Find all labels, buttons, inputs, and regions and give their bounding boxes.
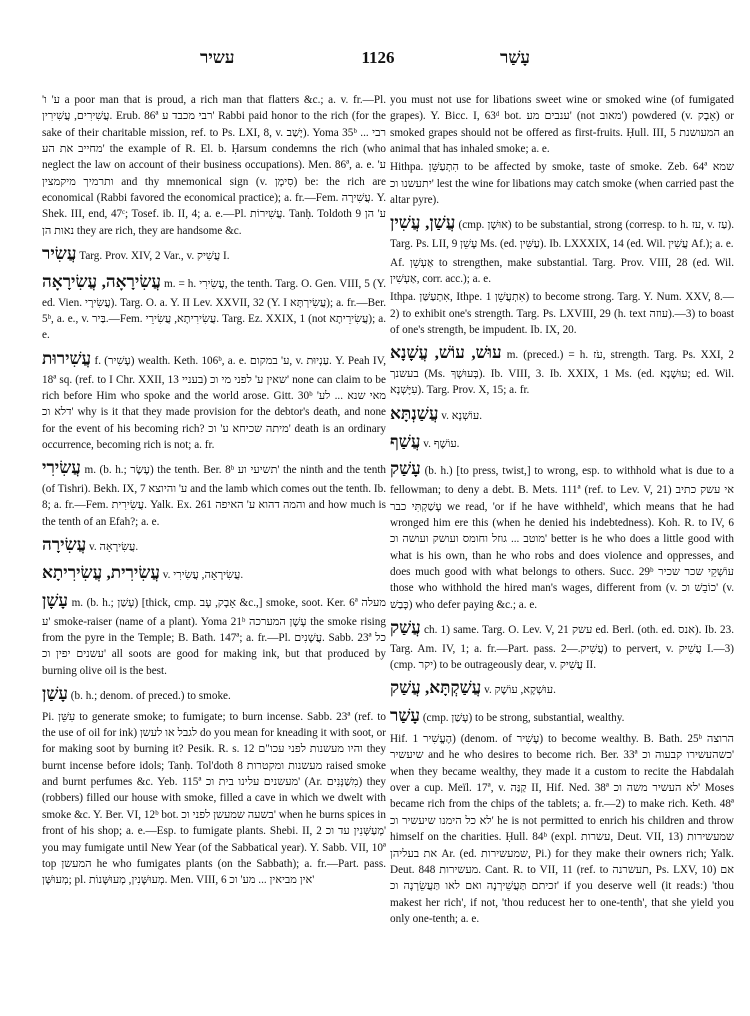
entry-paragraph <box>390 92 734 157</box>
entry-text: ch. 1) same. Targ. O. Lev. V, 21 עשק ed. Berl. (oth. ed. אנס). Ib. 23. Targ. Am. IV, 1; a. fr.—Part. pass. עֲשִׁיק.—2) to pervert, v. עֲשִׁיק I.—3) (cmp. יקר) to be outrageously dear, v. עֲשִׁיק II. <box>390 623 734 672</box>
dictionary-entry <box>42 242 386 267</box>
left-column <box>42 92 386 997</box>
entry-headword: עֲשַׁף <box>390 431 421 451</box>
entry-text: Targ. Prov. XIV, 2 Var., v. עֲשִׁיק I. <box>79 250 230 263</box>
dictionary-entry <box>390 341 734 399</box>
running-head-left: עשיר <box>200 48 235 67</box>
entry-text: Hif. הֶעֱשִׁיר 1) (denom. of עָשִׁיר) to become wealthy. B. Bath. 25ᵇ הרוצה שיעשיר and he who desires to become rich. Ber. 33ª כשהעשירו קבעוה וכ' when they became wealthy, they made it a custom to recite the Habdalah over a cup. Meïl. 17ª, v. קַנַּה II, Hif. Ned. 38ª לא העשיר משה וכ' Moses became rich from the chips of the tablets; a. fr.—2) to make rich. Keth. 48ª לא כל הימנו שיעשיר וכ' he is not permitted to enrich his children and throw himself on the charities. Ḥull. 84ᵇ (expl. עשרות, Deut. VII, 13) שמעשירות את בעליהן Ar. (ed. שמעשירות, Pi.) for they make their owners rich; Yalk. Deut. 848 מעשירות. Cant. R. to VII, 11 (ref. to תעשרנה, Ps. LXV, 10) אם זכיתם תַּעֲשֵׁירְנָה ואם לאו תַּעֲשֵׂרְנָה וכ' if you deserve well (it reads:) 'thou makest her rich', if not, 'thou reducest her to one-tenth', that she yield you only one-tenth; a. e. <box>390 733 734 925</box>
entry-text: v. עֲשִׂירָאָה, עֲשִׂירִי. <box>162 568 244 581</box>
entry-paragraph <box>42 92 386 239</box>
entry-headword: עֲשִׂירָה <box>42 535 87 555</box>
entry-paragraph <box>42 709 386 889</box>
entry-text: Af. אַעְשֵׁן to strengthen, make substantial. Targ. Prov. VIII, 28 (ed. Wil. אַעְשִׁין, corr. acc.); a. e. <box>390 256 734 285</box>
entry-headword: עָשַׁר <box>390 706 421 726</box>
dictionary-entry <box>42 456 386 530</box>
entry-text: (b. h.) [to press, twist,] to wrong, esp. to withhold what is due to a fellowman; to deny a debt. B. Mets. 111ª (ref. to Lev. V, 21) אי עשק כתיב עָשַׁקְתִּי כבר we read, 'or if he have withheld', which means that he had wronged him ere this (when he denied his indebtedness). Koh. R. to IV, 6 מוטב ... גוזל וחומס ועושק ועושה וכ' better is he who does a little good with what is his own, than he who robs and does violence and oppresses, and does much good with what belongs to others. Succ. 29ᵇ עוֹשְׁקֵי שכר שכיר those who withhold the hired man's wages, different from (v. כוֹבֵשׁ וכ' (v. כָּבַשׁ) who defer paying &c.; a. e. <box>390 465 734 611</box>
entry-headword: עֲשַׁן, עֲשִׁין <box>390 213 456 233</box>
entry-text: Pi. עִשֵּׁן to generate smoke; to fumigate; to burn incense. Sabb. 23ª (ref. to the use of oil for ink) לגבל או לעשן do you mean for kneading it with soot, or for making soot by burning it? Pesik. R. s. 12 והיו מעשנות לפני עכו"ם they burnt incense before idols; Tanḥ. Tol'doth 8 מעשנות ומקטרות raised smoke and burnt perfumes &c. Yeb. 115ª מעשנים עלינו בית וכ' (Ar. מִשַׁנְּנִים) they (robbers) filled our house with smoke, filled a cave in which we dwelt with smoke &c. Y. Ber. VI, 12ᵇ bot. בשעה שמעשן לפני וכ' when he burns spices in front of his shop; a. e.—Esp. to fumigate plants. Shebi. II, 2 מְעַשְּׁנִין עד וכ' you may fumigate until New Year (of the Sabbatical year). Y. Sabb. VII, 10ª top המעשן he who fumigates plants (on the Sabbath); a. fr.—Part. pass. מְעוּשָּׁן; pl. מְעוּשָּׁנִין, מְעוּשָּׁנוֹת. Men. VIII, 6 אין מביאין ... מע' וכ' <box>42 710 386 887</box>
entry-headword: עֲשִׂיר <box>42 244 77 264</box>
entry-headword: עֲשִׂירִי <box>42 458 81 478</box>
entry-headword: עָשָׁן <box>42 590 68 610</box>
entry-text: 'ע' ו a poor man that is proud, a rich man that flatters &c.; a. v. fr.—Pl. עֲשִׁירִים, עֲשִׁירִין. Erub. 86ª רבי מכבד ע' Rabbi paid honor to the rich (for the sake of their charitable mission, ref. to Ps. LXI, 8, v. יָשַׁב). Yoma 35ᵇ רבי ... מחייב את הע' the example of R. El. b. Ḥarsum condemns the rich (who neglect the law on account of their business occupations). Men. 86ª, a. e. ע' ותרמיך מיקמצין and thy mnemonical sign (v. סִימָן) be: the rich are economical (Rabbi favored the economical practice); a. fr.—Fem. עֲשִׁירָה. Y. Shek. III, end, 47ᶜ; Tosef. ib. II, 4; a. e.—Pl. עֲשִׁירוֹת. Tanḥ. Toldoth 9 ע' הן נאות הן they are rich, they are handsome &c. <box>42 94 386 237</box>
entry-headword: עֲשַׁקְתָּא, עֲשַׁק <box>390 678 482 698</box>
dictionary-entry <box>42 347 386 454</box>
page-header <box>0 48 750 72</box>
entry-text: you must not use for libations sweet wine or smoked wine (of fumigated grapes). Y. Bicc. I, 63ᵈ bot. ענבים מע' (not מאוב') powdered (v. אָבָק) or smoked grapes should not be offered as first-fruits. Ḥull. III, 5 המעושנת an animal that has inhaled smoke; a. e. <box>390 94 734 156</box>
dictionary-entry <box>42 561 386 586</box>
entry-paragraph <box>390 159 734 208</box>
entry-headword: עוּשׁ, עוֹשׁ, עֲשָׁנָא <box>390 343 502 363</box>
dictionary-entry <box>390 616 734 674</box>
dictionary-entry <box>42 270 386 344</box>
dictionary-entry <box>42 682 386 707</box>
entry-headword: עֲשִׁירוּת <box>42 348 92 368</box>
entry-text: m. (b. h.; עָשַׁן) [thick, cmp. אָבָק, עָב &c.,] smoke, soot. Ker. 6ª מעלה ע' smoke-raiser (name of a plant). Yoma 21ᵇ עָשָׁן המערכה the smoke rising from the pyre in the Temple; B. Bath. 147ª; a. fr.—Pl. עֲשָׁנִים. Sabb. 23ª כל עשנים יפין וכ' all soots are good for making ink, but that produced by burning olive oil is the best. <box>42 596 386 677</box>
dictionary-entry <box>390 402 734 427</box>
entry-paragraph <box>390 731 734 927</box>
entry-headword: עֲשַׁנְתָּא <box>390 403 439 423</box>
dictionary-entry <box>390 430 734 455</box>
entry-paragraph <box>390 255 734 288</box>
entry-text: Hithpa. הִתְעַשֵּׁן to be affected by smoke, taste of smoke. Zeb. 64ª שמא יתעשנו וכ' lest the wine for libations may catch smoke (when carried past the altar pyre). <box>390 161 734 207</box>
entry-text: v. עֲשִׂירָאָה. <box>89 541 139 554</box>
dictionary-entry <box>42 589 386 679</box>
dictionary-entry <box>390 457 734 613</box>
entry-headword: עֲשִׂירִית, עֲשִׂירִיתָא <box>42 562 160 582</box>
entry-text: (cmp. אוּשָׁן) to be substantial, strong (corresp. to h. עז, v. עַז). Targ. Ps. LII, 9 עָשֵׁן Ms. (ed. עַשִּׁין). Ib. LXXXIX, 14 (ed. Wil. עֲשִׁין Af.); a. e. <box>390 219 734 251</box>
entry-headword: עָשַׁק <box>390 459 421 479</box>
entry-text: m. (preced.) = h. עֹז, strength. Targ. Ps. XXI, 2 בעשנך (Ms. בְּעוּשָׁךְ). Ib. VIII, 3. Ib. XXIX, 1 Ms. (ed. עוּשָׁנָא; ed. Wil. עִיָּשְׁנָא). Targ. Prov. X, 15; a. fr. <box>390 349 734 397</box>
right-column <box>390 92 734 997</box>
entry-headword: עָשַׁן <box>42 683 68 703</box>
entry-text: (b. h.; denom. of preced.) to smoke. <box>70 689 231 702</box>
entry-text: f. (עָשִׁיר) wealth. Keth. 106ᵇ, a. e. ע' במקום, v. עַנְיוּת. Y. Peah IV, 18ª sq. (ref. to I Chr. XXII, 13 בעניי) שאין ע' לפני מי וכ' none can claim to be rich before Him who spoke and the world arose. Gitt. 30ᵇ מאי שנא ... לע' דלא וכ' why is it that they made provision for the debtor's death, and none for the event of his becoming rich? מיתה שכיחא ע' וכ' death is an ordinary occurrence, becoming rich is not; a. fr. <box>42 354 386 451</box>
entry-headword: עֲשִׂירָאָה, עֲשִׂירָאָה <box>42 271 162 291</box>
entry-paragraph <box>390 289 734 338</box>
entry-headword: עֲשַׁק <box>390 617 421 637</box>
dictionary-entry <box>390 211 734 252</box>
entry-text: (cmp. עָשַׁן) to be strong, substantial, wealthy. <box>422 712 625 725</box>
entry-text: v. עוּשְׁקָא, עוֹשֶׁק. <box>484 684 556 697</box>
page-number: 1126 <box>361 48 395 67</box>
entry-text: v. עוֹשֶׁף. <box>423 437 460 450</box>
entry-text: m. = h. עֲשִׂירִי, the tenth. Targ. O. Gen. VIII, 5 (Y. ed. Vien. עֲשִׂירָי). Targ. O. a. Y. II Lev. XXVII, 32 (Y. I עֲשִׂירְתָּא); a. fr.—Ber. 5ᵇ, a. e., v. בַּיר.—Fem. עֲשִׂירִיתָא, עֲשִׂירֵי. Targ. Ez. XXIX, 1 (not עֲשִׂירֵיתָא); a. e. <box>42 277 386 342</box>
dictionary-entry <box>42 533 386 558</box>
entry-text: Ithpa. אִתְעַשַּׁן, Ithpe. אִתְעֲשֵׁן 1) to become strong. Targ. Y. Num. XXV, 8.—2) to exhibit one's strength. Targ. Ps. LXVIII, 29 (h. text עוזה).—3) to boast of one's strength, be impudent. Ib. IX, 20. <box>390 291 734 336</box>
entry-text: v. עוֹשְׁנָא. <box>441 409 482 422</box>
entry-text: m. (b. h.; עֶשֶׂר) the tenth. Ber. 8ᵇ תשיעי וע' the ninth and the tenth (of Tishri). Bekh. IX, 7 ע' והיוצא and the lamb which comes out the tenth. Ib. 8; a. fr.—Fem. עֲשִׂירִית. Yalk. Ex. 261 והמה דהוא ע' האיפה and how much is the tenth of an Efah?; a. e. <box>42 464 386 528</box>
running-head-right: עָשַׁר <box>500 48 531 67</box>
dictionary-entry <box>390 704 734 729</box>
dictionary-entry <box>390 676 734 701</box>
